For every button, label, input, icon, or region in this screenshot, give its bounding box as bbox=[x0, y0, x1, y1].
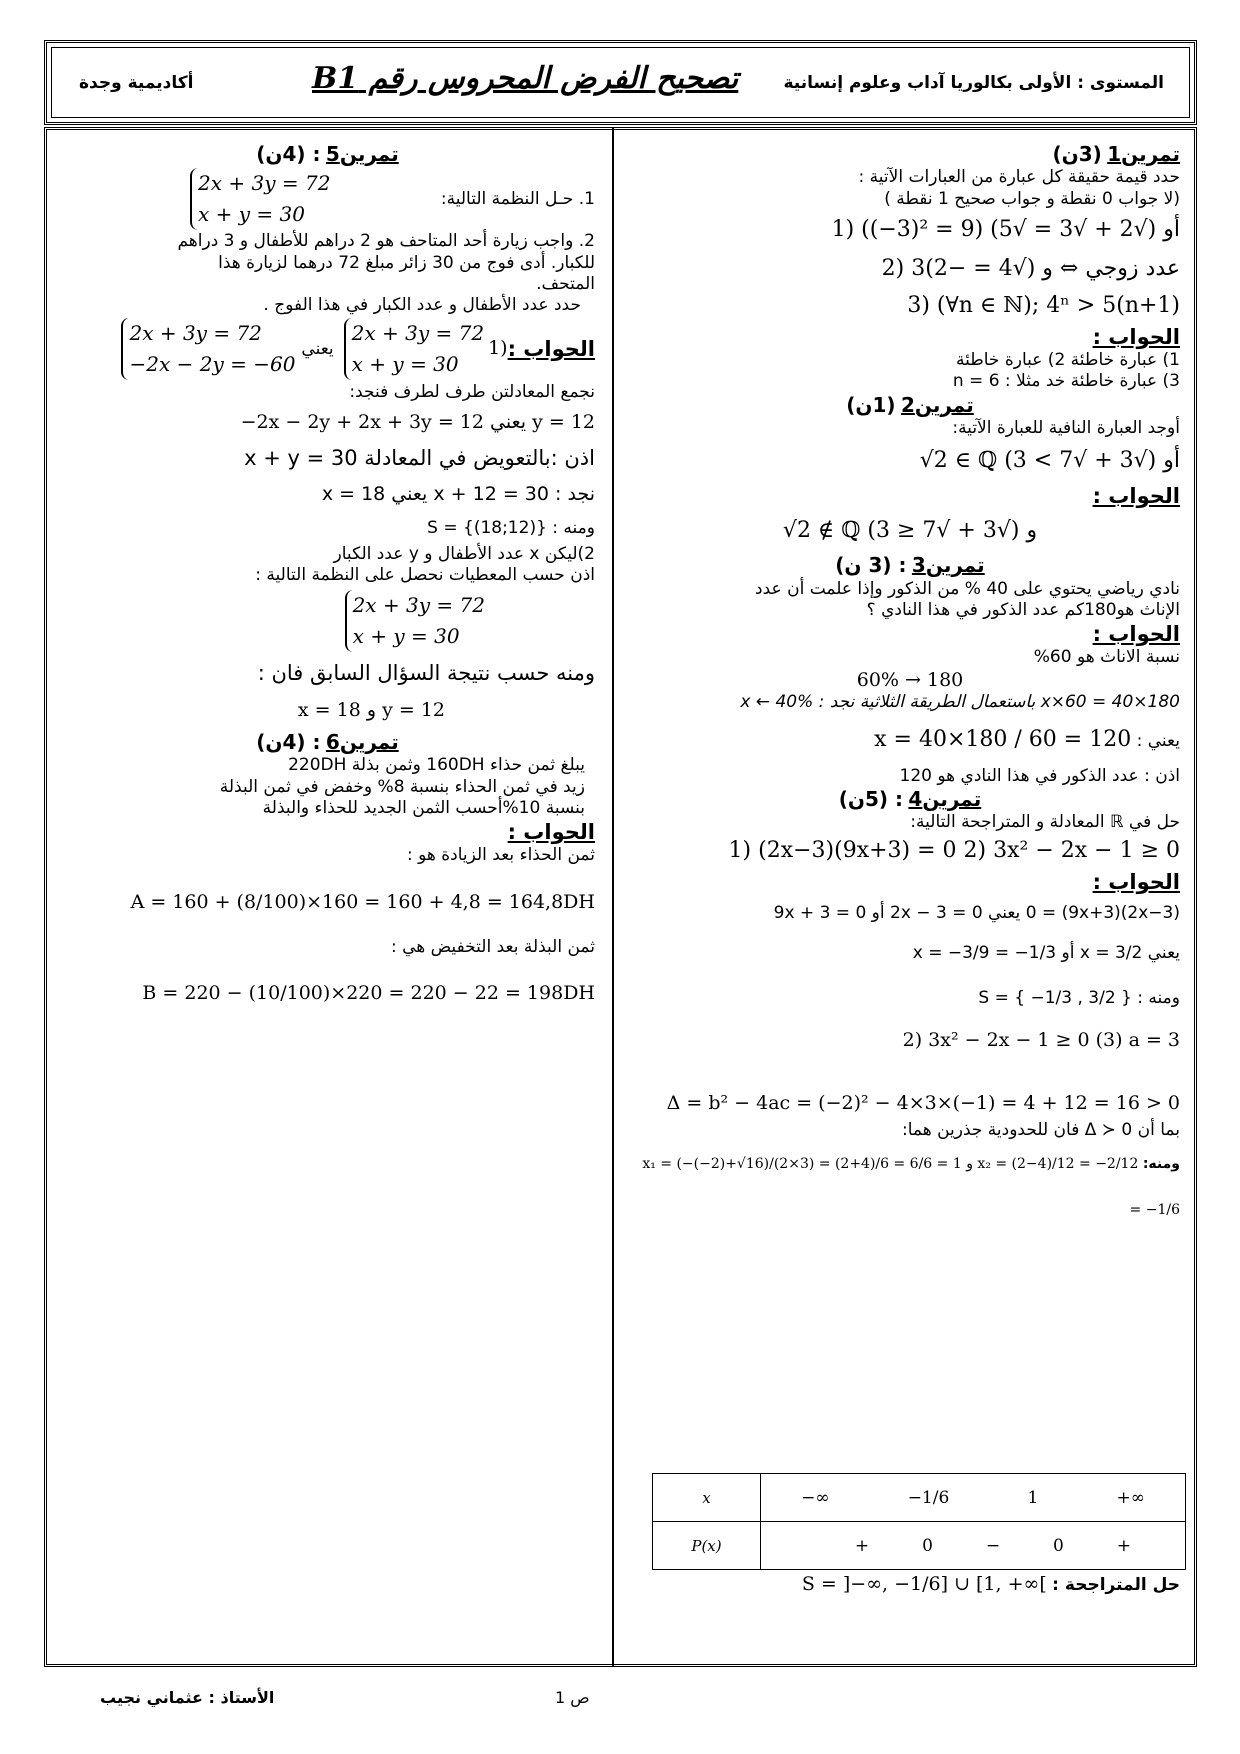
ex5-heading: تمرين5 : (4ن) bbox=[256, 142, 399, 166]
right-column bbox=[640, 142, 1180, 1218]
ex5-system-2: 2x + 3y = 72 x + y = 30 bbox=[60, 586, 595, 656]
ex6-line-1: ثمن الحذاء بعد الزيادة هو : bbox=[406, 845, 595, 866]
ex5-line-7: اذن حسب المعطيات نحصل على النظمة التالية : bbox=[255, 564, 595, 585]
ex2-heading: تمرين2 (1ن) bbox=[846, 392, 974, 417]
ex2-prompt: أوجد العبارة النافية للعبارة الآتية: bbox=[952, 417, 1180, 438]
ex1-q1: 1) ((−3)² = 9) أو (√2 + √3 = √5) bbox=[831, 216, 1180, 242]
ex5-q2-line-4: حدد عدد الأطفال و عدد الكبار في هذا الفوج . bbox=[263, 295, 581, 315]
ex5-line-2: −2x − 2y + 2x + 3y = 12 يعني y = 12 bbox=[240, 410, 595, 433]
ex4-step-3: ومنه : S = { −1/3 , 3/2 } bbox=[978, 987, 1180, 1008]
ex1-q3: 3) (∀n ∈ ℕ); 4ⁿ > 5(n+1) bbox=[907, 292, 1180, 318]
ex1-answer-2: 3) عبارة خاطئة خد مثلا : n = 6 bbox=[952, 371, 1180, 392]
ex4-prompt: حل في ℝ المعادلة و المتراجحة التالية: bbox=[910, 812, 1180, 832]
ex1-answer-label: الحواب : bbox=[1092, 324, 1180, 349]
ex5-line-3: اذن :بالتعويض في المعادلة x + y = 30 bbox=[244, 445, 595, 470]
level-text: المستوى : الأولى بكالوريا آداب وعلوم إنسانية bbox=[783, 73, 1164, 93]
sign: − bbox=[985, 1535, 1001, 1556]
ex5-line-6: 2)ليكن x عدد الأطفال و y عدد الكبار bbox=[333, 543, 595, 564]
ex4-questions: 1) (2x−3)(9x+3) = 0 2) 3x² − 2x − 1 ≥ 0 bbox=[728, 838, 1180, 864]
sign: 0 bbox=[922, 1535, 933, 1556]
sign-table-x-row bbox=[653, 1474, 1186, 1522]
ex1-points: (3ن) bbox=[1052, 142, 1102, 166]
ex3-line-2: 60% → 180 bbox=[856, 668, 964, 691]
ex5-line-5: ومنه : S = {(18;12)} bbox=[427, 517, 595, 538]
ex1-q2: 2) 3عدد زوجي ⇔ و (√4 = −2) bbox=[881, 255, 1180, 281]
ex2-answer-label: الحواب : bbox=[1092, 484, 1180, 508]
ex5-line-1: نجمع المعادلتن طرف لطرف فنجد: bbox=[349, 382, 595, 403]
ex4-step-6: بما أن Δ ≻ 0 فان للحدودية جذرين هما: bbox=[901, 1119, 1180, 1140]
x-value: −1/6 bbox=[907, 1487, 950, 1508]
ex3-line-4: يعني : x = 40×180 / 60 = 120 bbox=[874, 726, 1180, 752]
ex4-step-4: 2) 3x² − 2x − 1 ≥ 0 (3) a = 3 bbox=[902, 1028, 1180, 1051]
ex5-q1: 1. حـل النظمة التالية: 2x + 3y = 72 x + y = 30 bbox=[60, 167, 595, 231]
ex2-statement: √2 ∈ ℚ أو (√3 + √7 > 3) bbox=[919, 448, 1180, 473]
ex6-answer-label: الحواب : bbox=[507, 820, 595, 844]
ex1-scoring: (لا جواب 0 نقطة و جواب صحيح 1 نقطة ) bbox=[884, 188, 1180, 209]
ex6-p3: بنسبة 10%أحسب الثمن الجديد للحذاء والبذلة bbox=[262, 797, 585, 818]
ex6-line-3: ثمن البذلة بعد التخفيض هي : bbox=[390, 936, 595, 957]
academy-text: أكاديمية وجدة bbox=[79, 73, 194, 93]
spacer bbox=[640, 1060, 1180, 1086]
ex4-step-5: Δ = b² − 4ac = (−2)² − 4×3×(−1) = 4 + 12 = 16 > 0 bbox=[666, 1091, 1180, 1114]
ex3-heading: تمرين3 : (3 ن) bbox=[835, 553, 985, 578]
ex3-line-1: نسبة الاناث هو 60% bbox=[1033, 647, 1180, 668]
x-value: −∞ bbox=[801, 1487, 830, 1508]
ex4-step-7: ومنه: x₁ = (−(−2)+√16)/(2×3) = (2+4)/6 = 6/6 = 1 و x₂ = (2−4)/12 = −2/12 = −1/6 bbox=[642, 1155, 1180, 1218]
sign: + bbox=[1116, 1535, 1132, 1556]
ex1-answer-1: 1) عبارة خاطئة 2) عبارة خاطئة bbox=[955, 350, 1180, 370]
sign-table bbox=[652, 1473, 1186, 1570]
sign-table-p-label: P(x) bbox=[653, 1522, 761, 1570]
x-value: 1 bbox=[1027, 1487, 1039, 1508]
ex2-answer: √2 ∉ ℚ و (√3 + √7 ≤ 3) bbox=[782, 518, 1038, 544]
ex1-prompt: حدد قيمة حقيقة كل عبارة من العبارات الآتية : bbox=[858, 167, 1180, 188]
ex3-answer-label: الحواب : bbox=[1092, 622, 1180, 646]
page-title: تصحيح الفرض المحروس رقم B1 bbox=[312, 61, 739, 96]
ex5-line-4: نجد : x + 12 = 30 يعني x = 18 bbox=[321, 482, 595, 505]
sign: + bbox=[854, 1535, 870, 1556]
ex4-answer-label: الحواب : bbox=[1092, 870, 1180, 895]
footer-page: ص 1 bbox=[555, 1688, 590, 1707]
ex6-p2: زيد في ثمن الحذاء بنسبة 8% وخفض في ثمن البذلة bbox=[219, 776, 585, 797]
left-column bbox=[60, 142, 595, 1028]
ex6-line-2: A = 160 + (8/100)×160 = 160 + 4,8 = 164,8DH bbox=[130, 890, 595, 913]
ex5-q2-line-3: المتحف. bbox=[536, 273, 595, 294]
column-divider bbox=[612, 127, 614, 1667]
header-box bbox=[44, 40, 1197, 125]
footer-teacher: الأستاذ : عثماني نجيب bbox=[100, 1688, 275, 1707]
ex5-q2-line-1: 2. واجب زيارة أحد المتاحف هو 2 دراهم للأطفال و 3 دراهم bbox=[177, 231, 595, 252]
ex5-line-8: ومنه حسب نتيجة السؤال السابق فان : bbox=[257, 661, 595, 685]
sign-table-x-label: x bbox=[653, 1474, 761, 1522]
ex5-q2-line-2: للكبار. أدى فوج من 30 زائر مبلغ 72 درهما لزيارة هذا bbox=[218, 252, 595, 273]
ex4-step-2: يعني x = 3/2 أو x = −3/9 = −1/3 bbox=[912, 942, 1180, 963]
ex3-line-5: اذن : عدد الذكور في هذا النادي هو 120 bbox=[899, 765, 1180, 786]
ex4-heading: تمرين4 : (5ن) bbox=[838, 786, 982, 811]
sign: 0 bbox=[1053, 1535, 1064, 1556]
ex3-line-3: x×60 = 40×180 باستعمال الطريقة الثلاثية نجد : x ← 40% bbox=[740, 692, 1180, 713]
x-value: +∞ bbox=[1116, 1487, 1145, 1508]
ex5-line-9: x = 18 و y = 12 bbox=[297, 699, 445, 721]
ex3-prompt-1: نادي رياضي يحتوي على 40 % من الذكور وإذا علمت أن عدد bbox=[755, 578, 1180, 599]
ex5-answer-1: الحواب : 1) 2x + 3y = 72 x + y = 30 يعني 2x + 3y = 72 −2x − 2y = −60 bbox=[60, 316, 595, 382]
ex1-title: تمرين1 bbox=[1107, 142, 1180, 166]
ex5-system: 2x + 3y = 72 x + y = 30 bbox=[190, 168, 330, 230]
ex6-p1: يبلغ ثمن حذاء 160DH وثمن بذلة 220DH bbox=[288, 755, 585, 776]
ex3-prompt-2: الإناث هو180كم عدد الذكور في هذا النادي ؟ bbox=[866, 599, 1180, 620]
ex4-solution: حل المتراجحة : S = ]−∞, −1/6] ∪ [1, +∞[ bbox=[801, 1573, 1180, 1595]
ex6-heading: تمرين6 : (4ن) bbox=[256, 730, 399, 754]
ex1-heading bbox=[640, 142, 1180, 167]
ex4-step-1: (2x−3)(9x+3) = 0 يعني 2x − 3 = 0 أو 9x + 3 = 0 bbox=[773, 902, 1180, 923]
ex6-line-4: B = 220 − (10/100)×220 = 220 − 22 = 198DH bbox=[142, 981, 595, 1004]
x-values-cell bbox=[761, 1474, 1186, 1522]
